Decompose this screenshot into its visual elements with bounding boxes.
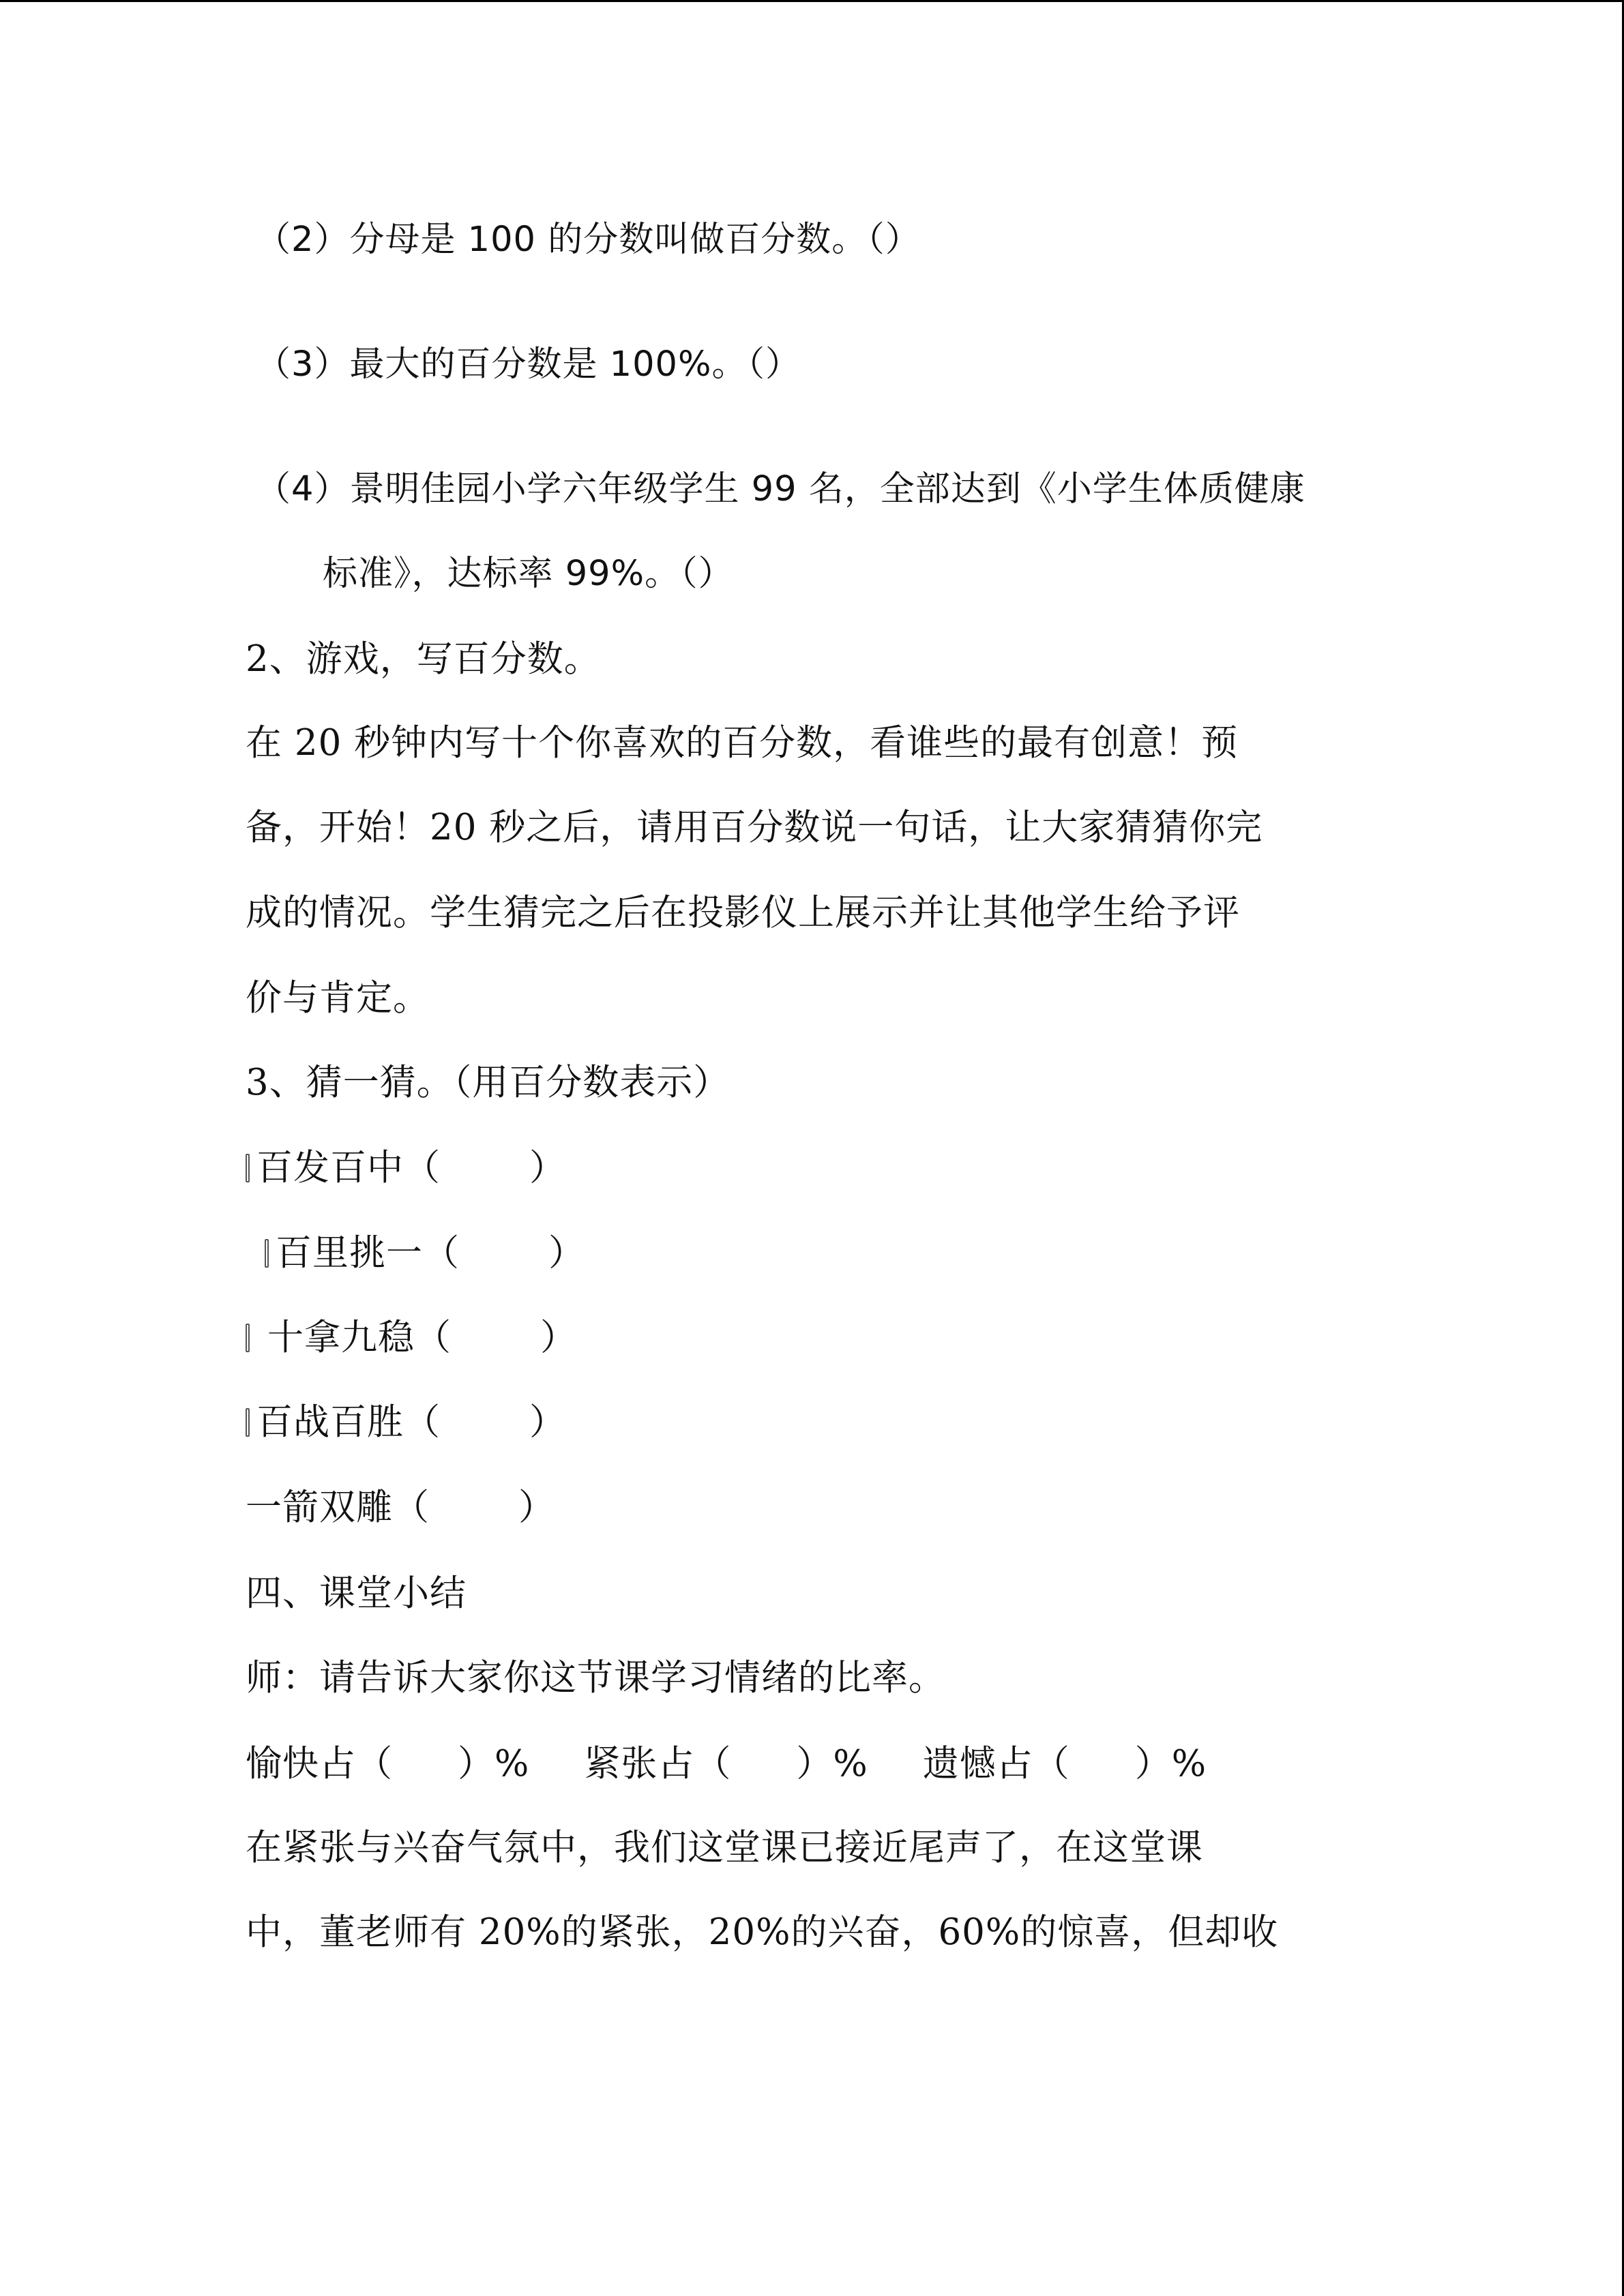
bullet-marker-icon — [246, 1324, 250, 1352]
idiom-item — [246, 1146, 566, 1190]
emotion-ratio-row — [246, 1742, 1207, 1786]
closing-line-2: 中，董老师有 20%的紧张，20%的兴奋，60%的惊喜，但却收 — [246, 1911, 1279, 1953]
idiom-close: ） — [548, 1232, 585, 1274]
ratio-label-nervous: 紧张占（ — [584, 1743, 732, 1785]
section-3-heading: 3、猜一猜。（用百分数表示） — [246, 1062, 730, 1103]
ratio-label-regret: 遗憾占（ — [922, 1743, 1070, 1785]
ratio-label-happy: 愉快占（ — [246, 1743, 393, 1785]
ratio-close: ）% — [1134, 1743, 1207, 1785]
page-top-border — [0, 0, 1624, 2]
bullet-marker-icon — [246, 1154, 250, 1182]
ratio-close: ）% — [458, 1743, 530, 1785]
idiom-item — [246, 1316, 577, 1360]
idiom-close: ） — [540, 1317, 577, 1358]
idiom-item — [265, 1232, 585, 1275]
idiom-item — [246, 1401, 566, 1444]
bullet-marker-icon — [265, 1239, 269, 1268]
idiom-text: 十拿九稳（ — [267, 1317, 452, 1358]
idiom-item — [246, 1486, 555, 1530]
judge-item-4: （4）景明佳园小学六年级学生 99 名，全部达到《小学生体质健康 — [256, 469, 1305, 509]
idiom-text: 百发百中（ — [256, 1147, 441, 1189]
bullet-marker-icon — [246, 1408, 250, 1437]
closing-line-1: 在紧张与兴奋气氛中，我们这堂课已接近尾声了，在这堂课 — [246, 1827, 1203, 1868]
section-2-paragraph-line-1: 在 20 秒钟内写十个你喜欢的百分数，看谁些的最有创意！预 — [246, 722, 1239, 764]
idiom-text: 百里挑一（ — [276, 1232, 460, 1274]
idiom-text: 一箭双雕（ — [246, 1487, 430, 1528]
judge-item-2: （2）分母是 100 的分数叫做百分数。（） — [256, 220, 921, 260]
teacher-line: 师：请告诉大家你这节课学习情绪的比率。 — [246, 1657, 945, 1699]
section-2-paragraph-line-3: 成的情况。学生猜完之后在投影仪上展示并让其他学生给予评 — [246, 892, 1240, 934]
idiom-close: ） — [529, 1147, 566, 1189]
idiom-close: ） — [518, 1487, 555, 1528]
judge-item-4-continuation: 标准》，达标率 99%。（） — [323, 554, 734, 594]
section-2-paragraph-line-4: 价与肯定。 — [246, 977, 430, 1019]
idiom-text: 百战百胜（ — [256, 1401, 441, 1443]
judge-item-3: （3）最大的百分数是 100%。（） — [256, 344, 801, 385]
summary-heading: 四、课堂小结 — [246, 1572, 467, 1614]
section-2-paragraph-line-2: 备，开始！20 秒之后，请用百分数说一句话，让大家猜猜你完 — [246, 807, 1263, 848]
section-2-heading: 2、游戏，写百分数。 — [246, 638, 601, 680]
ratio-close: ）% — [796, 1743, 868, 1785]
idiom-close: ） — [529, 1401, 566, 1443]
